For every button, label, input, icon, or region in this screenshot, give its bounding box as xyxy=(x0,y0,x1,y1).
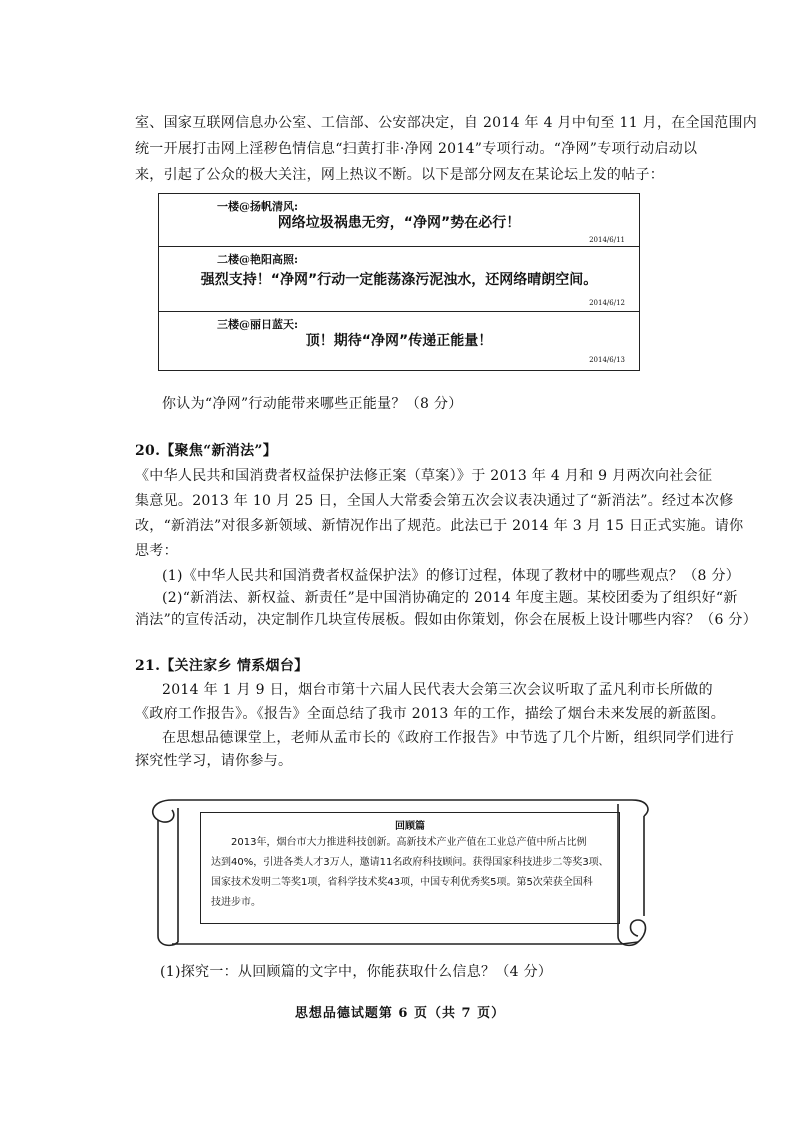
q20-sub-2: (2)“新消法、新权益、新责任”是中国消协确定的 2014 年度主题。某校团委为了组织好“新 xyxy=(162,590,738,606)
post-user: 二楼@艳阳高照: xyxy=(217,253,299,266)
post-date: 2014/6/11 xyxy=(589,236,625,244)
page-footer: 思想品德试题第 6 页（共 7 页） xyxy=(294,1006,506,1021)
forum-post-3 xyxy=(159,312,639,370)
q21-line-1: 2014 年 1 月 9 日，烟台市第十六届人民代表大会第三次会议听取了孟凡利市长所做的 xyxy=(162,682,713,698)
post-message: 顶！期待“净网”传递正能量！ xyxy=(305,333,493,349)
post-message: 强烈支持！“净网”行动一定能荡涤污泥浊水，还网络晴朗空间。 xyxy=(200,272,598,288)
intro-line-1: 室、国家互联网信息办公室、工信部、公安部决定，自 2014 年 4 月中旬至 11 月，在全国范围内 xyxy=(135,115,758,131)
review-line: 国家技术发明二等奖1项，省科学技术奖43项，中国专利优秀奖5项。第5次荣获全国科 xyxy=(211,877,593,888)
q21-sub-1: (1)探究一：从回顾篇的文字中，你能获取什么信息？（4 分） xyxy=(160,964,553,980)
post-message: 网络垃圾祸患无穷，“净网”势在必行！ xyxy=(277,215,521,231)
forum-posts-box xyxy=(158,193,640,371)
q20-line-4: 思考： xyxy=(135,543,178,559)
q20-line-2: 集意见。2013 年 10 月 25 日，全国人大常委会第五次会议表决通过了“新消法”。经过本次修 xyxy=(135,493,734,509)
post-user: 一楼@扬帆清风: xyxy=(217,200,299,213)
post-date: 2014/6/13 xyxy=(589,356,625,364)
q21-line-2: 《政府工作报告》。《报告》全面总结了我市 2013 年的工作，描绘了烟台未来发展的新蓝图。 xyxy=(135,706,726,722)
review-line: 2013年，烟台市大力推进科技创新。高新技术产业产值在工业总产值中所占比例 xyxy=(231,837,587,848)
review-line: 技进步市。 xyxy=(211,897,261,908)
q20-sub-1: (1)《中华人民共和国消费者权益保护法》的修订过程，体现了教材中的哪些观点？（8 分） xyxy=(162,568,741,584)
intro-line-3: 来，引起了公众的极大关注，网上热议不断。以下是部分网友在某论坛上发的帖子： xyxy=(135,167,665,183)
q20-line-3: 改，“新消法”对很多新领域、新情况作出了规范。此法已于 2014 年 3 月 15 日正式实施。请你 xyxy=(135,518,744,534)
post-date: 2014/6/12 xyxy=(589,299,625,307)
q21-line-3: 在思想品德课堂上，老师从孟市长的《政府工作报告》中节选了几个片断，组织同学们进行 xyxy=(162,730,734,746)
q19-question: 你认为“净网”行动能带来哪些正能量？（8 分） xyxy=(162,396,463,412)
post-user: 三楼@丽日蓝天: xyxy=(217,318,299,331)
forum-post-1 xyxy=(159,194,639,247)
q20-title: 20.【聚焦“新消法”】 xyxy=(135,443,278,459)
review-section-box xyxy=(200,812,620,924)
q21-title: 21.【关注家乡 情系烟台】 xyxy=(135,658,309,674)
review-section-text xyxy=(211,833,611,913)
q20-line-1: 《中华人民共和国消费者权益保护法修正案（草案）》于 2013 年 4 月和 9 月两次向社会征 xyxy=(135,468,713,484)
q20-sub-3: 消法”的宣传活动，决定制作几块宣传展板。假如由你策划，你会在展板上设计哪些内容？（6 分） xyxy=(135,612,758,628)
review-line: 达到40%，引进各类人才3万人，邀请11名政府科技顾问。获得国家科技进步二等奖3项、 xyxy=(211,857,609,868)
review-section-title: 回顾篇 xyxy=(395,821,425,832)
forum-post-2 xyxy=(159,247,639,312)
q21-line-4: 探究性学习，请你参与。 xyxy=(135,753,293,769)
intro-line-2: 统一开展打击网上淫秽色情信息“扫黄打非·净网 2014”专项行动。“净网”专项行动启动以 xyxy=(135,141,698,157)
